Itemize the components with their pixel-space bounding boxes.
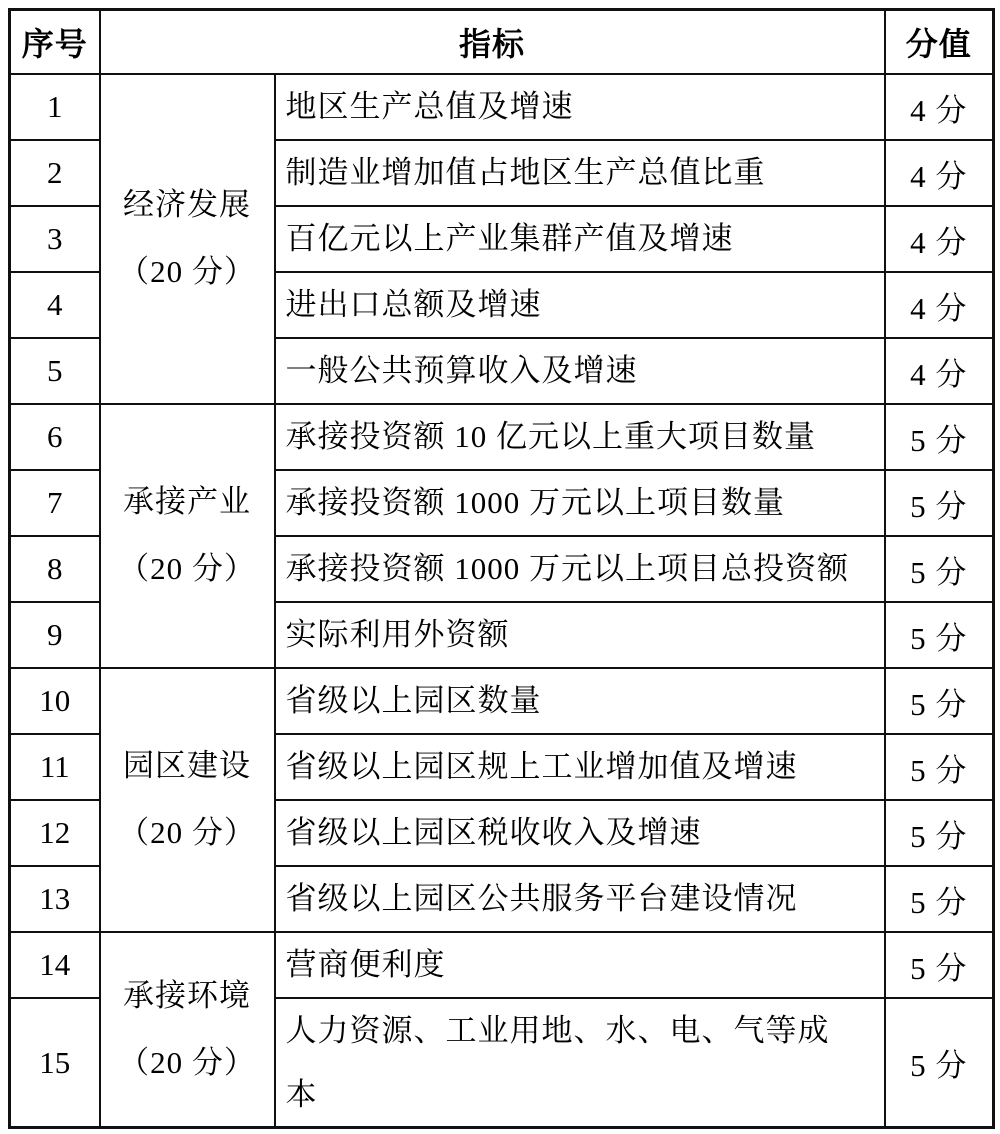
table-row — [10, 668, 994, 734]
score-cell: 5 分 — [885, 536, 994, 602]
table-header-row — [10, 10, 994, 75]
category-name: 经济发展 — [123, 187, 251, 223]
indicator-cell: 百亿元以上产业集群产值及增速 — [275, 206, 885, 272]
category-score-label: （20 分） — [118, 815, 256, 850]
indicator-cell: 承接投资额 1000 万元以上项目数量 — [275, 470, 885, 536]
table-row — [10, 74, 994, 140]
row-number-cell: 7 — [10, 470, 100, 536]
indicator-cell: 实际利用外资额 — [275, 602, 885, 668]
score-cell: 5 分 — [885, 602, 994, 668]
row-number-cell: 13 — [10, 866, 100, 932]
indicator-score-table — [8, 8, 995, 1129]
table-row — [10, 404, 994, 470]
row-number-cell: 4 — [10, 272, 100, 338]
score-cell: 4 分 — [885, 338, 994, 404]
score-cell: 4 分 — [885, 140, 994, 206]
score-cell: 5 分 — [885, 668, 994, 734]
row-number-cell: 3 — [10, 206, 100, 272]
indicator-cell: 承接投资额 10 亿元以上重大项目数量 — [275, 404, 885, 470]
category-score-label: （20 分） — [118, 551, 256, 586]
score-cell: 5 分 — [885, 404, 994, 470]
category-score-label: （20 分） — [118, 254, 256, 289]
row-number-cell: 11 — [10, 734, 100, 800]
category-score-label: （20 分） — [118, 1044, 256, 1080]
table-row — [10, 932, 994, 998]
score-cell: 5 分 — [885, 734, 994, 800]
score-cell: 4 分 — [885, 272, 994, 338]
indicator-cell: 承接投资额 1000 万元以上项目总投资额 — [275, 536, 885, 602]
row-number-cell: 12 — [10, 800, 100, 866]
category-cell-industry-transfer — [100, 404, 275, 668]
row-number-cell: 5 — [10, 338, 100, 404]
row-number-cell: 6 — [10, 404, 100, 470]
row-number-cell: 1 — [10, 74, 100, 140]
indicator-cell: 省级以上园区数量 — [275, 668, 885, 734]
row-number-cell: 9 — [10, 602, 100, 668]
indicator-cell: 省级以上园区公共服务平台建设情况 — [275, 866, 885, 932]
category-name: 承接环境 — [123, 977, 251, 1013]
indicator-cell: 营商便利度 — [275, 932, 885, 998]
score-cell: 5 分 — [885, 866, 994, 932]
indicator-cell: 进出口总额及增速 — [275, 272, 885, 338]
indicator-cell: 地区生产总值及增速 — [275, 74, 885, 140]
indicator-cell: 一般公共预算收入及增速 — [275, 338, 885, 404]
category-name: 园区建设 — [123, 748, 251, 784]
score-cell: 5 分 — [885, 932, 994, 998]
indicator-cell: 制造业增加值占地区生产总值比重 — [275, 140, 885, 206]
header-cell-number: 序号 — [10, 10, 100, 75]
category-cell-park-construction — [100, 668, 275, 932]
category-cell-environment — [100, 932, 275, 1128]
row-number-cell: 15 — [10, 998, 100, 1128]
score-cell: 5 分 — [885, 998, 994, 1128]
row-number-cell: 2 — [10, 140, 100, 206]
header-cell-score: 分值 — [885, 10, 994, 75]
category-cell-economy — [100, 74, 275, 404]
indicator-cell: 人力资源、工业用地、水、电、气等成本 — [275, 998, 885, 1128]
score-cell: 5 分 — [885, 800, 994, 866]
score-cell: 4 分 — [885, 206, 994, 272]
header-cell-indicator: 指标 — [100, 10, 885, 75]
indicator-cell: 省级以上园区规上工业增加值及增速 — [275, 734, 885, 800]
category-name: 承接产业 — [123, 484, 251, 520]
row-number-cell: 14 — [10, 932, 100, 998]
row-number-cell: 8 — [10, 536, 100, 602]
score-cell: 4 分 — [885, 74, 994, 140]
score-cell: 5 分 — [885, 470, 994, 536]
indicator-cell: 省级以上园区税收收入及增速 — [275, 800, 885, 866]
row-number-cell: 10 — [10, 668, 100, 734]
